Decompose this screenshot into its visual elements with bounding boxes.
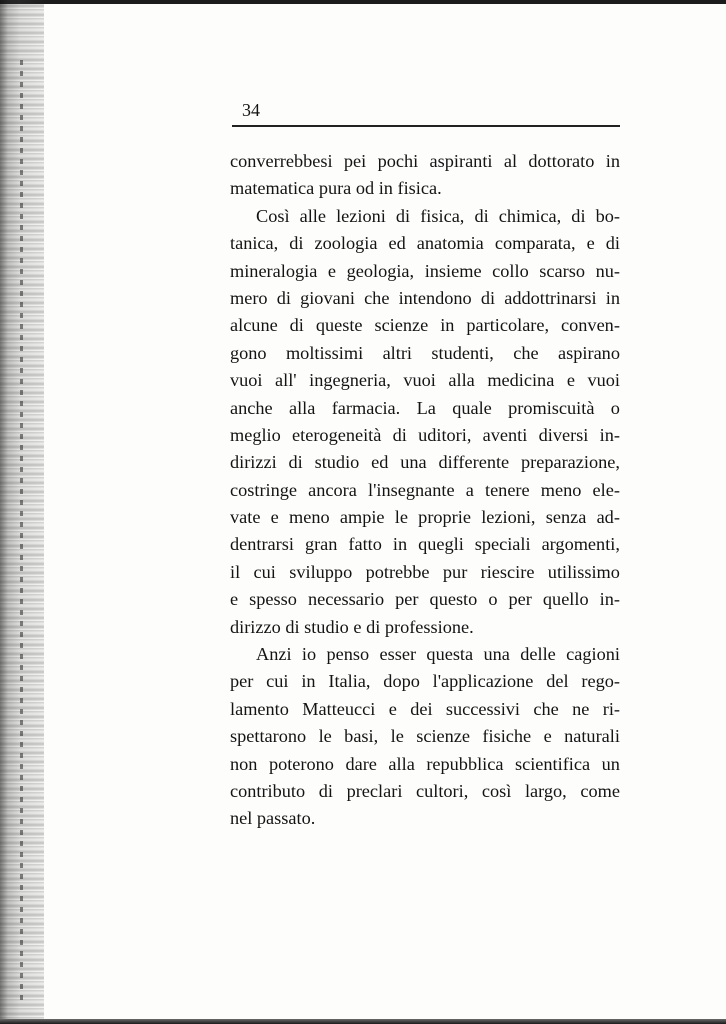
text-line: dentrarsi gran fatto in quegli speciali argomenti,	[230, 534, 620, 555]
body-text	[230, 148, 620, 833]
text-line: Anzi io penso esser questa una delle cagioni	[256, 644, 620, 665]
text-line: dirizzo di studio e di professione.	[230, 616, 474, 637]
text-line: mineralogia e geologia, insieme collo scarso nu-	[230, 260, 620, 281]
scan-bottom-edge	[0, 1019, 726, 1024]
text-line: matematica pura od in fisica.	[230, 178, 442, 199]
text-line: Così alle lezioni di fisica, di chimica, di bo-	[256, 205, 620, 226]
text-line: vate e meno ampie le proprie lezioni, senza ad-	[230, 507, 620, 528]
text-line: meglio eterogeneità di uditori, aventi diversi in-	[230, 424, 620, 445]
text-line: gono moltissimi altri studenti, che aspirano	[230, 342, 620, 363]
page-number: 34	[242, 100, 260, 120]
text-line: mero di giovani che intendono di addottrinarsi in	[230, 287, 620, 308]
text-line: spettarono le basi, le scienze fisiche e naturali	[230, 726, 620, 747]
text-line: il cui sviluppo potrebbe pur riescire utilissimo	[230, 561, 620, 582]
header-rule	[232, 125, 620, 127]
text-line: costringe ancora l'insegnante a tenere meno ele-	[230, 479, 620, 500]
text-line: dirizzi di studio ed una differente preparazione,	[230, 452, 620, 473]
text-line: anche alla farmacia. La quale promiscuità o	[230, 397, 620, 418]
text-line: contributo di preclari cultori, così largo, come	[230, 780, 620, 801]
text-line: per cui in Italia, dopo l'applicazione del rego-	[230, 671, 620, 692]
text-line: nel passato.	[230, 808, 316, 829]
text-line: vuoi all' ingegneria, vuoi alla medicina e vuoi	[230, 370, 620, 391]
text-line: converrebbesi pei pochi aspiranti al dottorato in	[230, 151, 620, 171]
text-line: alcune di queste scienze in particolare, conven-	[230, 315, 620, 336]
binding-stitching	[20, 60, 23, 1000]
text-line: lamento Matteucci e dei successivi che ne ri-	[230, 698, 620, 719]
text-line: tanica, di zoologia ed anatomia comparata, e di	[230, 233, 620, 254]
text-line: e spesso necessario per questo o per quello in-	[230, 589, 620, 610]
scan-top-edge	[0, 0, 726, 4]
text-line: non poterono dare alla repubblica scientifica un	[230, 753, 620, 774]
